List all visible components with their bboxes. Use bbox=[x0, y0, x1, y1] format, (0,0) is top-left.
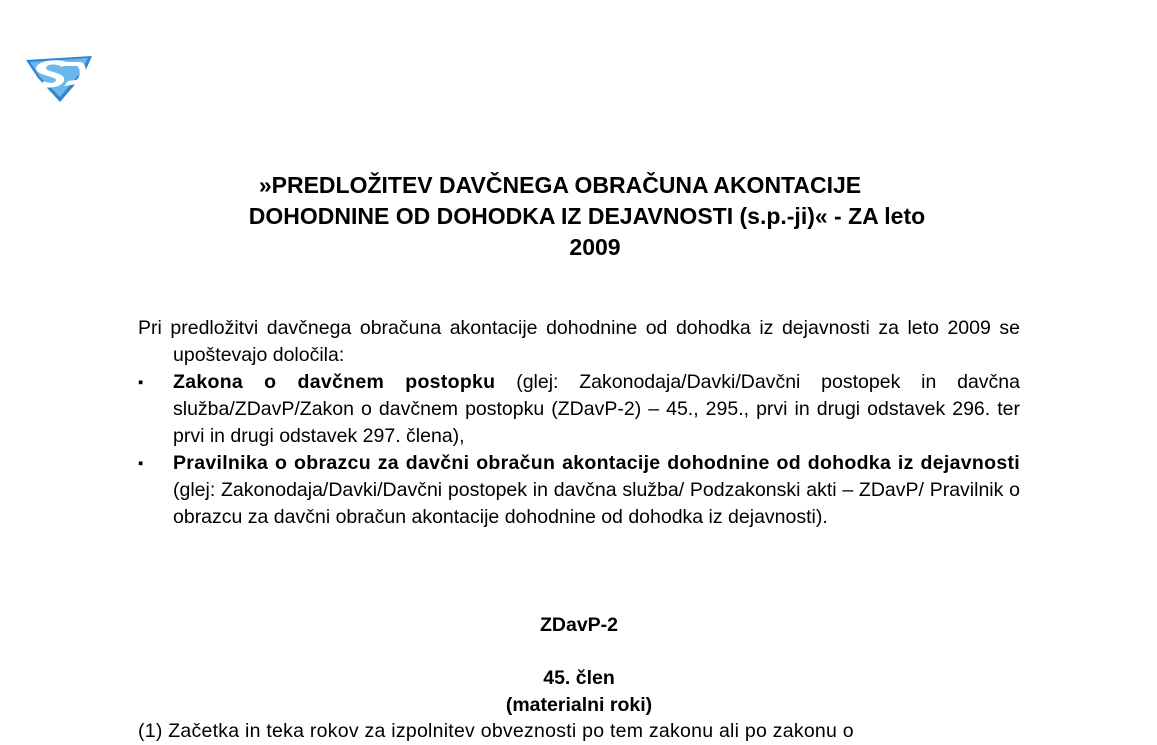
section-law-heading: ZDavP-2 bbox=[539, 614, 619, 636]
title-line-3: 2009 bbox=[569, 234, 621, 260]
law-name: Pravilnika o obrazcu za davčni obračun akontacije dohodnine od dohodka iz dejavnosti bbox=[173, 452, 1020, 474]
article-title-heading: (materialni roki) bbox=[505, 694, 653, 716]
sd-logo bbox=[22, 50, 96, 104]
bullet-marker: ▪ bbox=[138, 374, 144, 391]
document-title bbox=[140, 170, 1020, 263]
sd-logo-icon bbox=[22, 50, 96, 104]
list-item-text: (glej: Zakonodaja/Davki/Davčni postopek in davčna služba/ Podzakonski akti – ZDavP/ Pravilnik o obrazcu za davčni obračun akontacije dohodnine od dohodka iz dejavnosti). bbox=[173, 479, 1020, 528]
intro-paragraph: Pri predložitvi davčnega obračuna akontacije dohodnine od dohodka iz dejavnosti za leto 2009 se upoštevajo določila: bbox=[138, 317, 1020, 366]
article-number-heading: 45. člen bbox=[543, 667, 615, 689]
bullet-list bbox=[138, 369, 1020, 531]
clause-paragraph: (1) Začetka in teka rokov za izpolnitev obveznosti po tem zakonu ali po zakonu o bbox=[138, 720, 854, 742]
document-body bbox=[138, 315, 1020, 531]
law-name: Zakona o davčnem postopku bbox=[173, 371, 496, 393]
bullet-marker: ▪ bbox=[138, 455, 144, 472]
list-item bbox=[138, 369, 1020, 450]
title-line-2: DOHODNINE OD DOHODKA IZ DEJAVNOSTI (s.p.-ji)« - ZA leto bbox=[248, 203, 926, 229]
title-line-1: »PREDLOŽITEV DAVČNEGA OBRAČUNA AKONTACIJE bbox=[258, 172, 862, 198]
list-item bbox=[138, 450, 1020, 531]
list-item-text: (glej: Zakonodaja/Davki/Davčni postopek in davčna služba/ZDavP/Zakon o davčnem postopku (ZDavP-2) – 45., 295., prvi in drugi odstavek 296. ter prvi in drugi odstavek 297. člena), bbox=[173, 371, 1020, 447]
